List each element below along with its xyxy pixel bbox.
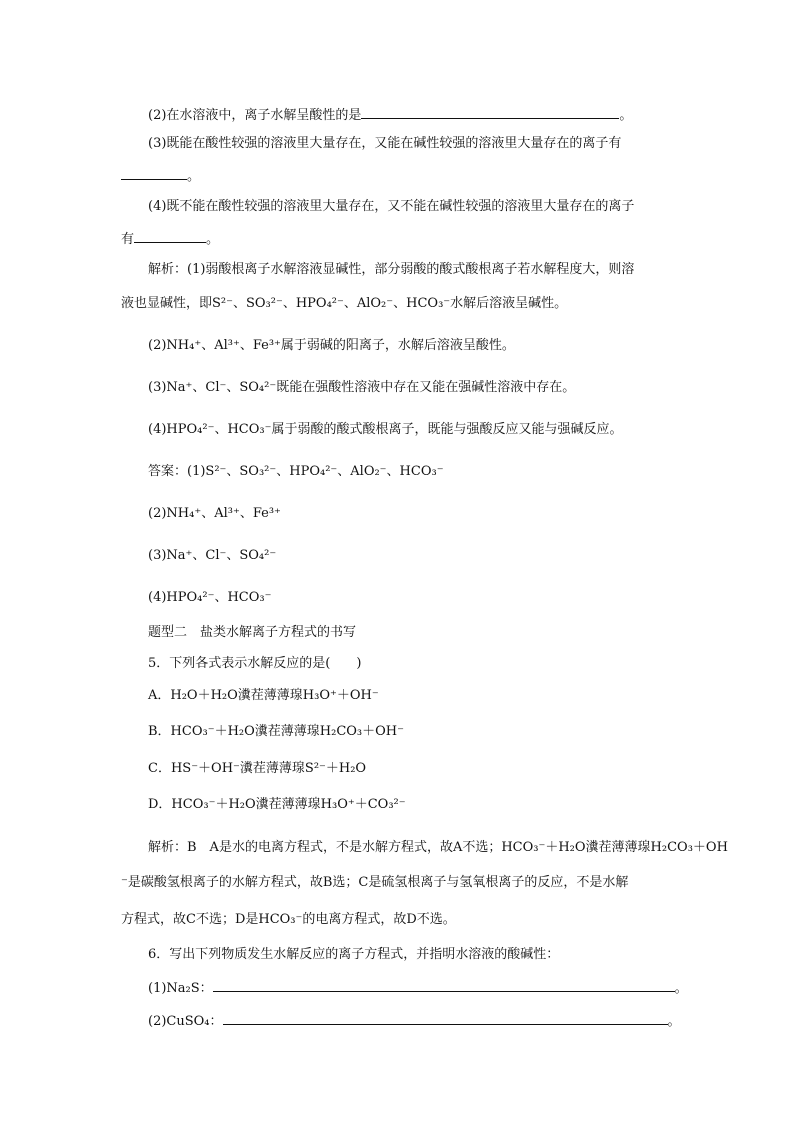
answer-line-1: 答案：(1)S²⁻、SO₃²⁻、HPO₄²⁻、AlO₂⁻、HCO₃⁻ bbox=[148, 464, 444, 479]
analysis-line-5: (4)HPO₄²⁻、HCO₃⁻属于弱酸的酸式酸根离子，既能与强酸反应又能与强碱反应。 bbox=[148, 422, 623, 437]
period: 。 bbox=[619, 108, 633, 123]
analysis-line-2: 液也显碱性，即S²⁻、SO₃²⁻、HPO₄²⁻、AlO₂⁻、HCO₃⁻水解后溶液呈碱性。 bbox=[121, 296, 568, 311]
analysis-line-4: (3)Na⁺、Cl⁻、SO₄²⁻既能在强酸性溶液中存在又能在强碱性溶液中存在。 bbox=[148, 380, 576, 395]
question-4-part-4: (4)既不能在酸性较强的溶液里大量存在，又不能在碱性较强的溶液里大量存在的离子 bbox=[148, 199, 635, 214]
answer-blank[interactable] bbox=[121, 167, 187, 180]
answer-blank[interactable] bbox=[223, 1012, 668, 1025]
question-4-part-4-blank-line bbox=[121, 230, 219, 248]
period: 。 bbox=[667, 1014, 681, 1029]
question-4-part-2 bbox=[148, 106, 632, 124]
answer-line-4: (4)HPO₄²⁻、HCO₃⁻ bbox=[148, 590, 272, 605]
question-6-part-1 bbox=[148, 979, 688, 997]
option-a: A．H₂O＋H₂O瀵茬薄薄瑔H₃O⁺＋OH⁻ bbox=[148, 688, 379, 703]
question-5-explain-2: ⁻是碳酸氢根离子的水解方程式，故B选；C是硫氢根离子与氢氧根离子的反应，不是水解 bbox=[121, 875, 629, 890]
question-5-explain-1: 解析：B A是水的电离方程式，不是水解方程式，故A不选；HCO₃⁻＋H₂O瀵茬薄薄瑔H₂CO₃＋OH bbox=[148, 840, 728, 855]
question-text: 有 bbox=[121, 232, 135, 247]
answer-blank[interactable] bbox=[361, 106, 619, 119]
question-text: (2)在水溶液中，离子水解呈酸性的是 bbox=[148, 108, 362, 123]
option-c: C．HS⁻＋OH⁻瀵茬薄薄瑔S²⁻＋H₂O bbox=[148, 761, 367, 776]
question-4-part-3: (3)既能在酸性较强的溶液里大量存在，又能在碱性较强的溶液里大量存在的离子有 bbox=[148, 136, 622, 151]
question-text: (2)CuSO₄： bbox=[148, 1014, 223, 1029]
analysis-line-1: 解析：(1)弱酸根离子水解溶液显碱性，部分弱酸的酸式酸根离子若水解程度大，则溶 bbox=[148, 262, 635, 277]
question-5-explain-3: 方程式，故C不选；D是HCO₃⁻的电离方程式，故D不选。 bbox=[121, 912, 456, 927]
option-d: D．HCO₃⁻＋H₂O瀵茬薄薄瑔H₃O⁺＋CO₃²⁻ bbox=[148, 797, 406, 812]
answer-line-3: (3)Na⁺、Cl⁻、SO₄²⁻ bbox=[148, 548, 277, 563]
question-6-stem: 6．写出下列物质发生水解反应的离子方程式，并指明水溶液的酸碱性： bbox=[148, 947, 560, 962]
option-b: B．HCO₃⁻＋H₂O瀵茬薄薄瑔H₂CO₃＋OH⁻ bbox=[148, 724, 404, 739]
period: 。 bbox=[206, 232, 220, 247]
question-6-part-2 bbox=[148, 1012, 681, 1030]
answer-line-2: (2)NH₄⁺、Al³⁺、Fe³⁺ bbox=[148, 506, 281, 521]
question-text: (1)Na₂S： bbox=[148, 981, 213, 996]
section-heading: 题型二 盐类水解离子方程式的书写 bbox=[148, 625, 357, 640]
analysis-line-3: (2)NH₄⁺、Al³⁺、Fe³⁺属于弱碱的阳离子，水解后溶液呈酸性。 bbox=[148, 338, 515, 353]
question-4-part-3-blank-line bbox=[121, 167, 200, 185]
period: 。 bbox=[674, 981, 688, 996]
answer-blank[interactable] bbox=[134, 230, 206, 243]
period: 。 bbox=[187, 169, 201, 184]
question-5-stem: 5．下列各式表示水解反应的是( ) bbox=[148, 656, 362, 671]
answer-blank[interactable] bbox=[213, 979, 675, 992]
